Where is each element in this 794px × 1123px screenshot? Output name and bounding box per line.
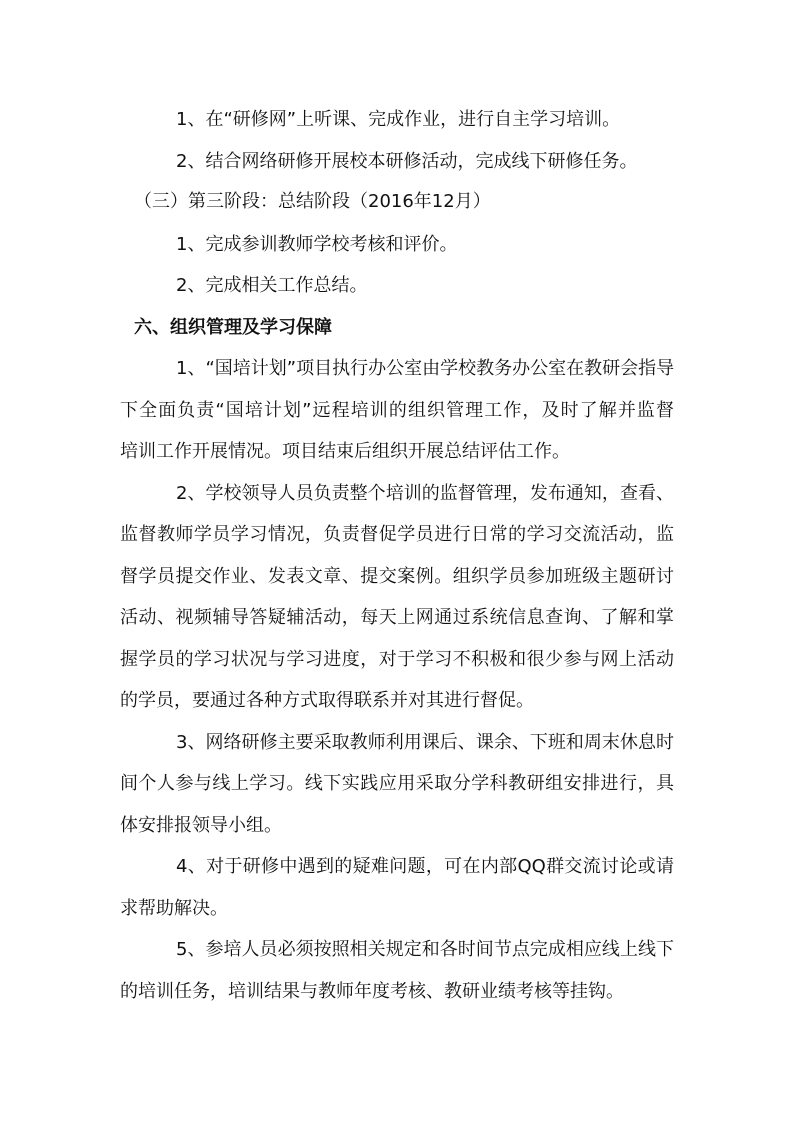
paragraph-1-line-2: 下全面负责“国培计划”远程培训的组织管理工作，及时了解并监督 [120, 400, 674, 421]
paragraph-3-line-2: 间个人参与线上学习。线下实践应用采取分学科教研组安排进行，具 [120, 773, 674, 794]
stage-three-heading: （三）第三阶段：总结阶段（2016年12月） [134, 191, 491, 212]
paragraph-5-line-2: 的培训任务，培训结果与教师年度考核、教研业绩考核等挂钩。 [120, 981, 624, 1002]
paragraph-3-line-1: 3、网络研修主要采取教师利用课后、课余、下班和周末休息时 [176, 732, 674, 753]
paragraph-1-line-3: 培训工作开展情况。项目结束后组织开展总结评估工作。 [120, 441, 570, 462]
stage-three-item-1: 1、完成参训教师学校考核和评价。 [176, 234, 458, 255]
paragraph-4-line-2: 求帮助解决。 [120, 898, 228, 919]
paragraph-2-line-3: 督学员提交作业、发表文章、提交案例。组织学员参加班级主题研讨 [120, 566, 674, 587]
paragraph-1-line-1: 1、“国培计划”项目执行办公室由学校教务办公室在教研会指导 [176, 358, 675, 379]
paragraph-5-line-1: 5、参培人员必须按照相关规定和各时间节点完成相应线上线下 [176, 939, 674, 960]
stage-two-item-2: 2、结合网络研修开展校本研修活动，完成线下研修任务。 [176, 151, 638, 172]
paragraph-3-line-3: 体安排报领导小组。 [120, 815, 282, 836]
section-heading: 六、组织管理及学习保障 [134, 317, 332, 338]
paragraph-2-line-1: 2、学校领导人员负责整个培训的监督管理，发布通知，查看、 [176, 483, 674, 504]
paragraph-2-line-4: 活动、视频辅导答疑辅活动，每天上网通过系统信息查询、了解和掌 [120, 607, 674, 628]
stage-three-item-2: 2、完成相关工作总结。 [176, 275, 368, 296]
stage-two-item-1: 1、在“研修网”上听课、完成作业，进行自主学习培训。 [176, 109, 621, 130]
paragraph-4-line-1: 4、对于研修中遇到的疑难问题，可在内部QQ群交流讨论或请 [176, 856, 674, 877]
paragraph-2-line-6: 的学员，要通过各种方式取得联系并对其进行督促。 [120, 690, 534, 711]
paragraph-2-line-2: 监督教师学员学习情况，负责督促学员进行日常的学习交流活动，监 [120, 524, 674, 545]
paragraph-2-line-5: 握学员的学习状况与学习进度，对于学习不积极和很少参与网上活动 [120, 649, 674, 670]
